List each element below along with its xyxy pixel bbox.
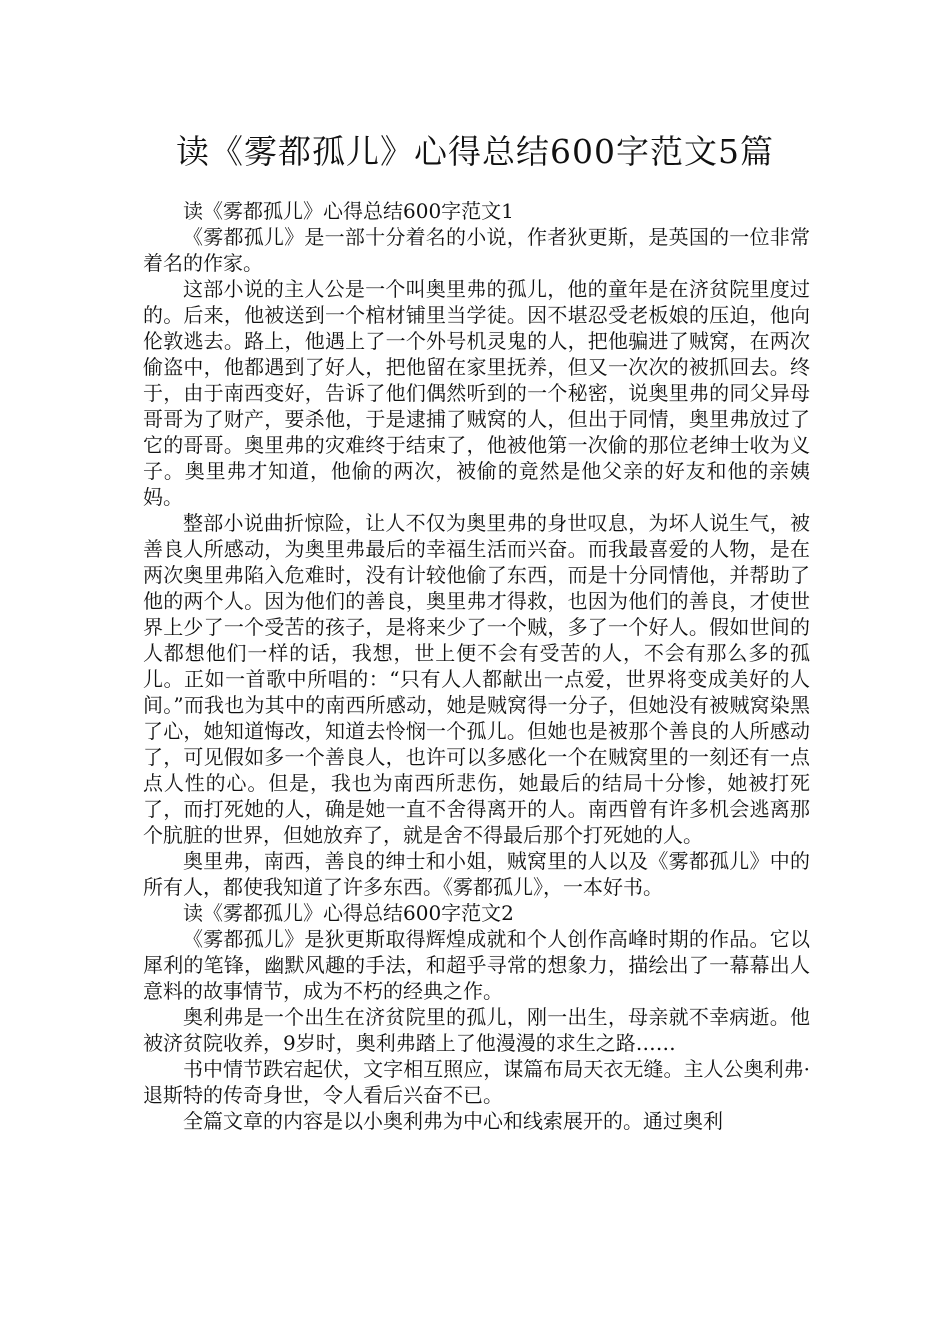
body-paragraph: 奥里弗，南西，善良的绅士和小姐，贼窝里的人以及《雾都孤儿》中的所有人，都使我知道了许多东西。《雾都孤儿》，一本好书。 (143, 849, 810, 899)
body-paragraph: 全篇文章的内容是以小奥利弗为中心和线索展开的。通过奥利 (183, 1109, 723, 1133)
section-heading: 读《雾都孤儿》心得总结600字范文1 (183, 199, 514, 223)
body-paragraph: 奥利弗是一个出生在济贫院里的孤儿，刚一出生，母亲就不幸病逝。他被济贫院收养，9岁时，奥利弗踏上了他漫漫的求生之路…… (143, 1005, 810, 1055)
body-paragraph: 整部小说曲折惊险，让人不仅为奥里弗的身世叹息，为坏人说生气，被善良人所感动，为奥里弗最后的幸福生活而兴奋。而我最喜爱的人物，是在两次奥里弗陷入危难时，没有计较他偷了东西，而是十分同情他，并帮助了他的两个人。因为他们的善良，奥里弗才得救，也因为他们的善良，才使世界上少了一个受苦的孩子，是将来少了一个贼，多了一个好人。假如世间的人都想他们一样的话，我想，世上便不会有受苦的人，不会有那么多的孤儿。正如一首歌中所唱的：“只有人人都献出一点爱，世界将变成美好的人间。”而我也为其中的南西所感动，她是贼窝得一分子，但她没有被贼窝染黑了心，她知道悔改，知道去怜悯一个孤儿。但她也是被那个善良的人所感动了，可见假如多一个善良人，也许可以多感化一个在贼窝里的一刻还有一点点人性的心。但是，我也为南西所悲伤，她最后的结局十分惨，她被打死了，而打死她的人，确是她一直不舍得离开的人。南西曾有许多机会逃离那个肮脏的世界，但她放弃了，就是舍不得最后那个打死她的人。 (143, 511, 810, 847)
body-paragraph: 《雾都孤儿》是一部十分着名的小说，作者狄更斯，是英国的一位非常着名的作家。 (143, 225, 810, 275)
body-paragraph: 书中情节跌宕起伏，文字相互照应，谋篇布局天衣无缝。主人公奥利弗·退斯特的传奇身世，令人看后兴奋不已。 (143, 1057, 810, 1107)
document-body (143, 198, 810, 1134)
body-paragraph: 这部小说的主人公是一个叫奥里弗的孤儿，他的童年是在济贫院里度过的。后来，他被送到一个棺材铺里当学徒。因不堪忍受老板娘的压迫，他向伦敦逃去。路上，他遇上了一个外号机灵鬼的人，把他骗进了贼窝，在两次偷盗中，他都遇到了好人，把他留在家里抚养，但又一次次的被抓回去。终于，由于南西变好，告诉了他们偶然听到的一个秘密，说奥里弗的同父异母哥哥为了财产，要杀他，于是逮捕了贼窝的人，但出于同情，奥里弗放过了它的哥哥。奥里弗的灾难终于结束了，他被他第一次偷的那位老绅士收为义子。奥里弗才知道，他偷的两次，被偷的竟然是他父亲的好友和他的亲姨妈。 (143, 277, 810, 509)
body-paragraph: 《雾都孤儿》是狄更斯取得辉煌成就和个人创作高峰时期的作品。它以犀利的笔锋，幽默风趣的手法，和超乎寻常的想象力，描绘出了一幕幕出人意料的故事情节，成为不朽的经典之作。 (143, 927, 810, 1003)
document-title: 读《雾都孤儿》心得总结600字范文5篇 (176, 132, 774, 171)
section-heading: 读《雾都孤儿》心得总结600字范文2 (183, 901, 514, 925)
